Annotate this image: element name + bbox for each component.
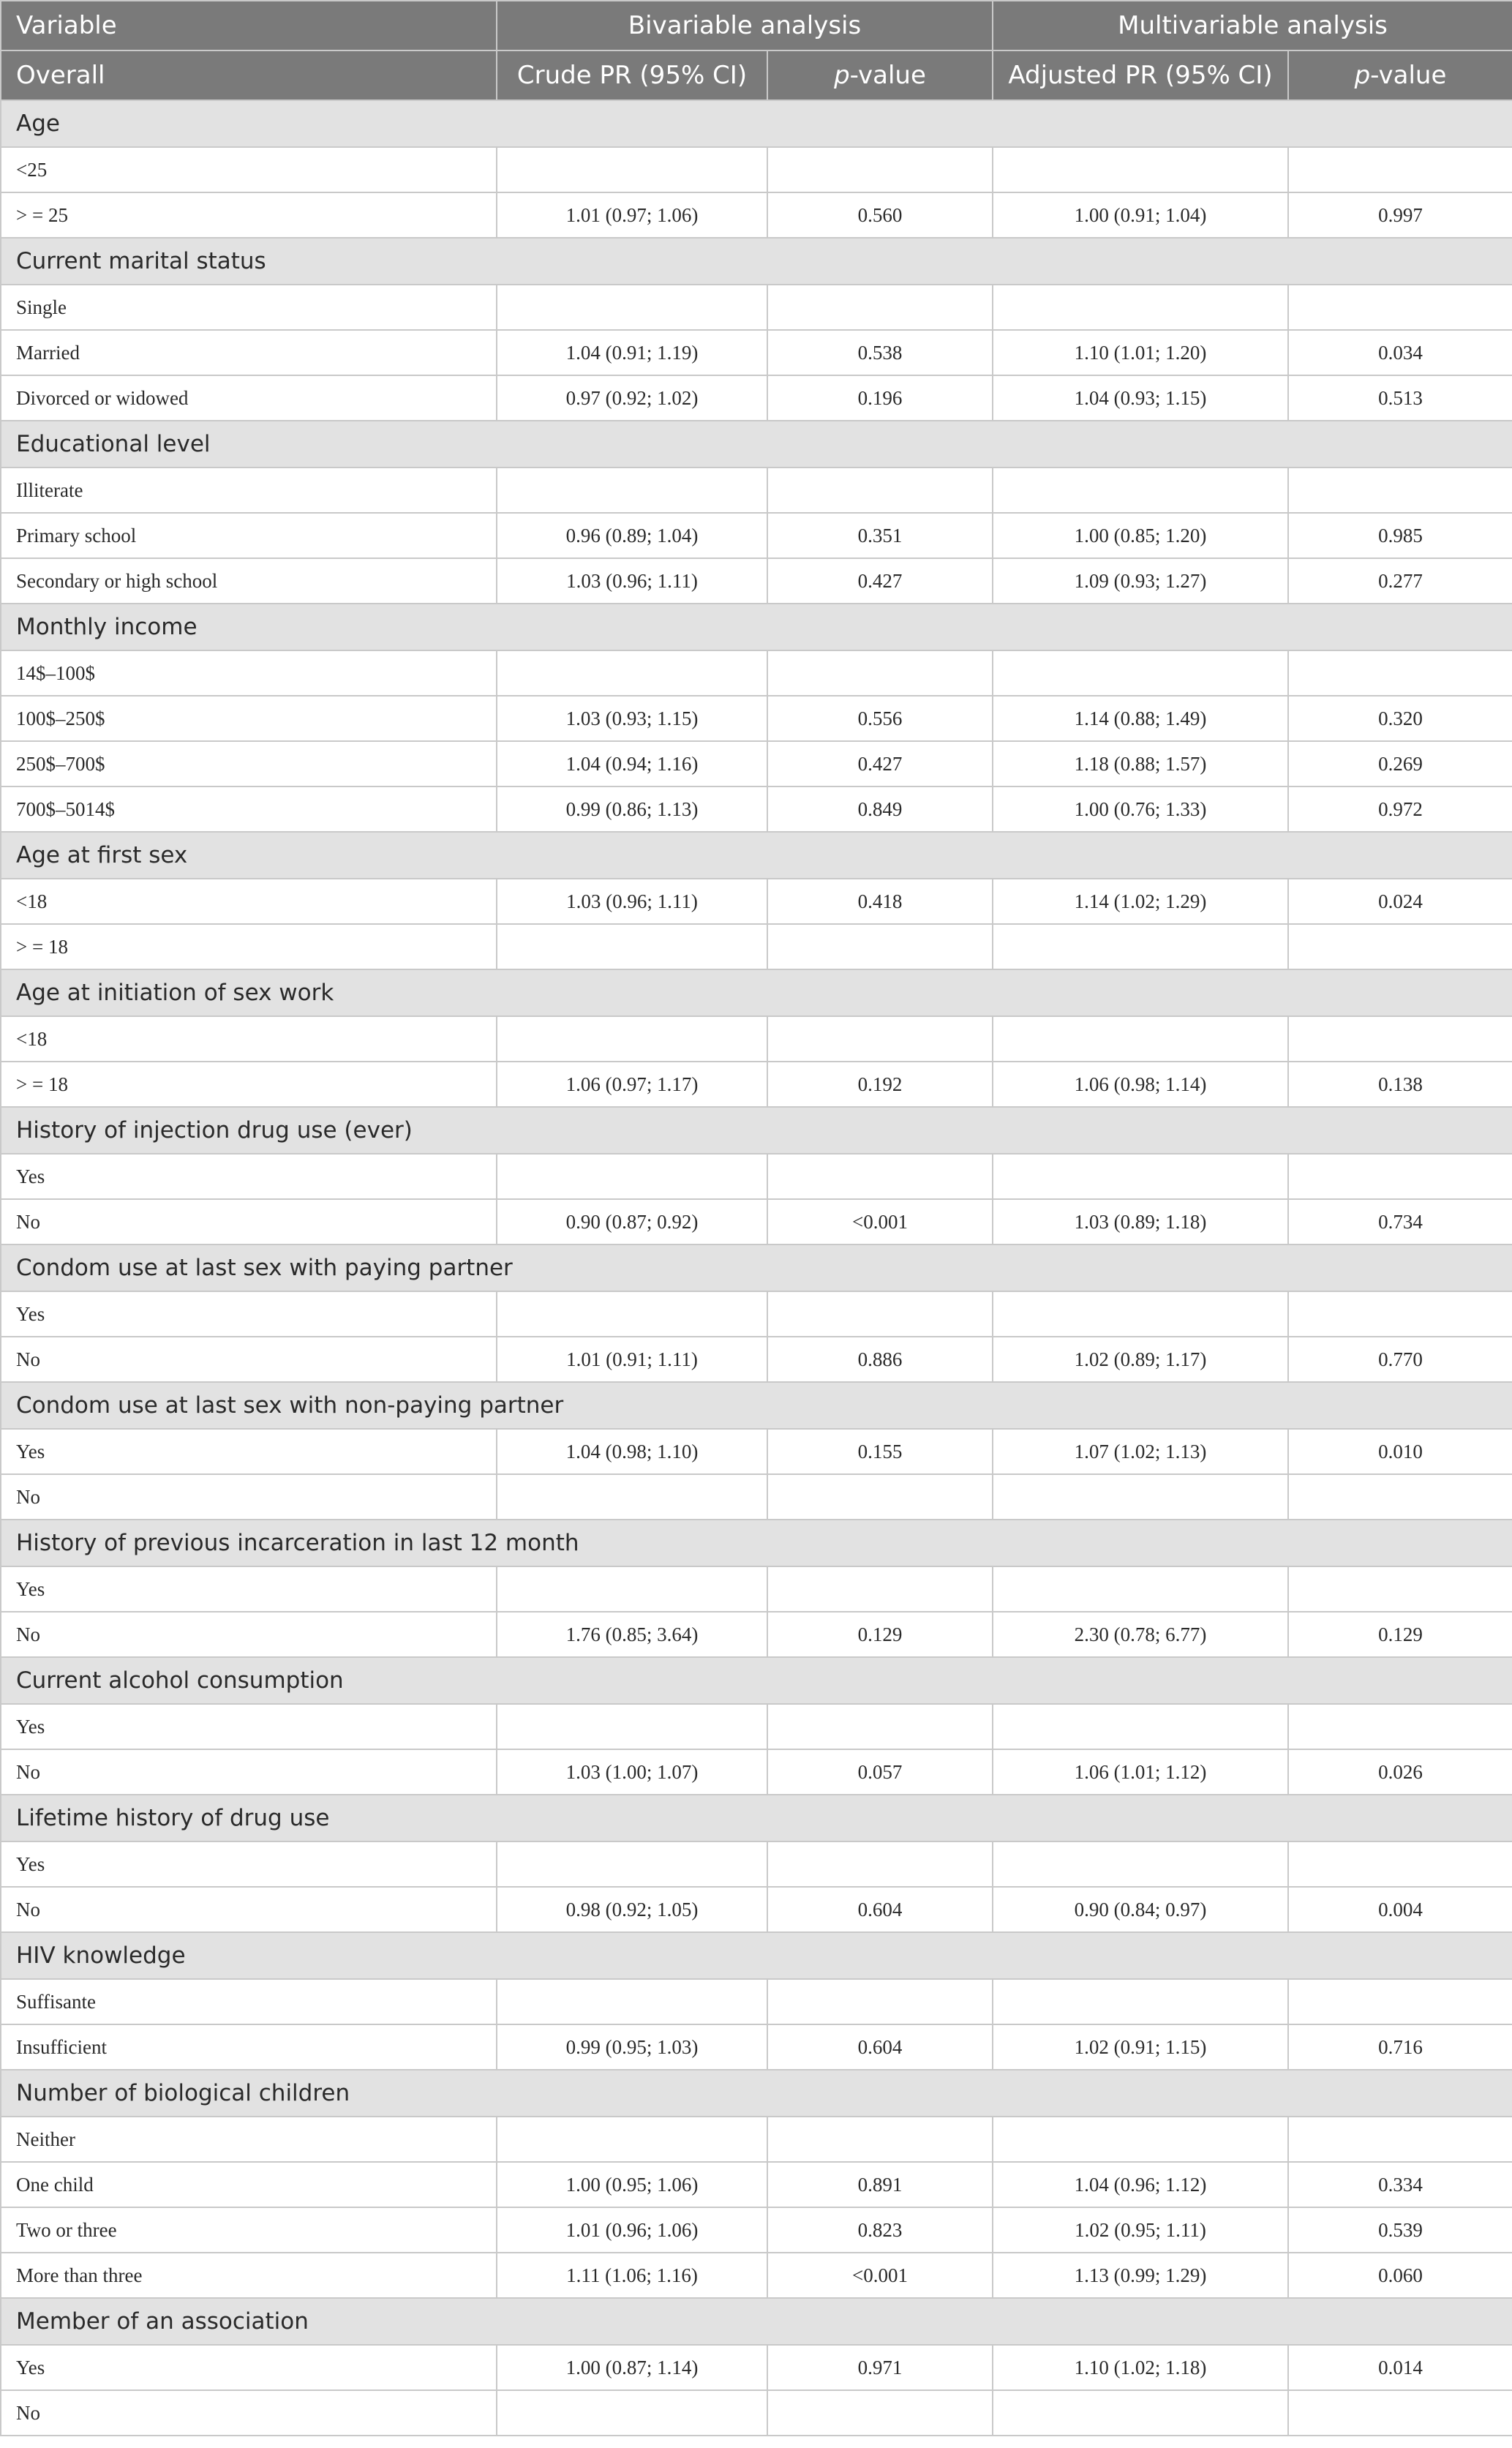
adjusted-p-value-cell xyxy=(1288,147,1512,192)
crude-p-value-cell: <0.001 xyxy=(767,2253,993,2298)
adjusted-pr-cell xyxy=(993,1566,1288,1612)
adjusted-p-value-cell xyxy=(1288,650,1512,696)
row-label: 700$–5014$ xyxy=(1,786,497,832)
row-label: Yes xyxy=(1,2345,497,2390)
adjusted-p-value-cell: 0.334 xyxy=(1288,2162,1512,2207)
row-label: Primary school xyxy=(1,513,497,558)
table-row xyxy=(1,879,1512,924)
crude-p-value-cell: 0.560 xyxy=(767,192,993,238)
adjusted-pr-cell xyxy=(993,2390,1288,2436)
adjusted-pr-cell: 1.14 (1.02; 1.29) xyxy=(993,879,1288,924)
adjusted-p-value-cell: 0.004 xyxy=(1288,1887,1512,1932)
crude-pr-cell: 0.98 (0.92; 1.05) xyxy=(497,1887,767,1932)
adjusted-p-value-cell: 0.034 xyxy=(1288,330,1512,375)
adjusted-pr-cell: 1.00 (0.76; 1.33) xyxy=(993,786,1288,832)
adjusted-p-value-cell xyxy=(1288,1704,1512,1749)
table-row xyxy=(1,1749,1512,1795)
table-row xyxy=(1,2345,1512,2390)
table-row xyxy=(1,1612,1512,1657)
adjusted-pr-cell xyxy=(993,650,1288,696)
row-label: 100$–250$ xyxy=(1,696,497,741)
table-row xyxy=(1,468,1512,513)
crude-p-value-cell xyxy=(767,1154,993,1199)
adjusted-p-value-cell: 0.277 xyxy=(1288,558,1512,604)
crude-pr-cell: 1.01 (0.91; 1.11) xyxy=(497,1337,767,1382)
adjusted-p-value-cell: 0.014 xyxy=(1288,2345,1512,2390)
crude-pr-cell: 1.04 (0.94; 1.16) xyxy=(497,741,767,786)
row-label: Yes xyxy=(1,1841,497,1887)
crude-p-value-cell: 0.196 xyxy=(767,375,993,421)
row-label: <18 xyxy=(1,879,497,924)
category-row xyxy=(1,1795,1512,1841)
crude-p-value-cell: 0.604 xyxy=(767,1887,993,1932)
table-row xyxy=(1,741,1512,786)
crude-pr-cell: 1.03 (1.00; 1.07) xyxy=(497,1749,767,1795)
category-title: History of previous incarceration in last 12 month xyxy=(1,1520,1512,1566)
category-title: Condom use at last sex with paying partner xyxy=(1,1244,1512,1291)
row-label: > = 25 xyxy=(1,192,497,238)
category-row xyxy=(1,1382,1512,1429)
crude-pr-cell xyxy=(497,924,767,969)
table-row xyxy=(1,2207,1512,2253)
row-label: One child xyxy=(1,2162,497,2207)
crude-p-value-cell: 0.538 xyxy=(767,330,993,375)
crude-p-value-cell xyxy=(767,147,993,192)
table-row xyxy=(1,1887,1512,1932)
category-title: Age at initiation of sex work xyxy=(1,969,1512,1016)
crude-p-value-cell: 0.891 xyxy=(767,2162,993,2207)
crude-pr-cell: 1.76 (0.85; 3.64) xyxy=(497,1612,767,1657)
table-row xyxy=(1,147,1512,192)
row-label: 14$–100$ xyxy=(1,650,497,696)
overall-header: Overall xyxy=(1,50,497,100)
crude-pr-cell: 1.00 (0.95; 1.06) xyxy=(497,2162,767,2207)
category-row xyxy=(1,238,1512,285)
table-row xyxy=(1,375,1512,421)
adjusted-pr-cell: 1.02 (0.89; 1.17) xyxy=(993,1337,1288,1382)
category-title: Age at first sex xyxy=(1,832,1512,879)
crude-p-value-header: p-value xyxy=(767,50,993,100)
table-row xyxy=(1,2253,1512,2298)
adjusted-pr-cell: 1.13 (0.99; 1.29) xyxy=(993,2253,1288,2298)
category-row xyxy=(1,1107,1512,1154)
adjusted-p-value-cell xyxy=(1288,1474,1512,1520)
crude-p-value-cell: <0.001 xyxy=(767,1199,993,1244)
category-row xyxy=(1,100,1512,147)
adjusted-pr-cell: 1.18 (0.88; 1.57) xyxy=(993,741,1288,786)
crude-pr-cell xyxy=(497,1016,767,1062)
adjusted-p-value-cell: 0.129 xyxy=(1288,1612,1512,1657)
row-label: Two or three xyxy=(1,2207,497,2253)
category-title: Number of biological children xyxy=(1,2070,1512,2117)
adjusted-pr-cell xyxy=(993,147,1288,192)
adjusted-p-value-cell xyxy=(1288,2390,1512,2436)
crude-p-value-cell: 0.427 xyxy=(767,741,993,786)
crude-p-value-cell: 0.418 xyxy=(767,879,993,924)
category-title: Monthly income xyxy=(1,604,1512,650)
crude-p-value-cell xyxy=(767,1979,993,2024)
category-title: Condom use at last sex with non-paying partner xyxy=(1,1382,1512,1429)
row-label: 250$–700$ xyxy=(1,741,497,786)
crude-pr-cell xyxy=(497,2390,767,2436)
crude-p-value-cell: 0.129 xyxy=(767,1612,993,1657)
table-row xyxy=(1,1062,1512,1107)
category-title: Educational level xyxy=(1,421,1512,468)
row-label: <18 xyxy=(1,1016,497,1062)
category-title: Current marital status xyxy=(1,238,1512,285)
crude-p-value-cell: 0.057 xyxy=(767,1749,993,1795)
table-row xyxy=(1,1291,1512,1337)
crude-p-value-cell xyxy=(767,285,993,330)
crude-pr-cell: 1.01 (0.96; 1.06) xyxy=(497,2207,767,2253)
row-label: No xyxy=(1,1612,497,1657)
crude-p-value-cell: 0.155 xyxy=(767,1429,993,1474)
crude-pr-header: Crude PR (95% CI) xyxy=(497,50,767,100)
crude-p-value-cell: 0.971 xyxy=(767,2345,993,2390)
table-row xyxy=(1,1979,1512,2024)
table-row xyxy=(1,558,1512,604)
adjusted-p-value-cell: 0.513 xyxy=(1288,375,1512,421)
adjusted-p-value-cell xyxy=(1288,1841,1512,1887)
row-label: More than three xyxy=(1,2253,497,2298)
row-label: No xyxy=(1,1474,497,1520)
multivariable-header: Multivariable analysis xyxy=(993,1,1512,50)
crude-pr-cell: 0.99 (0.86; 1.13) xyxy=(497,786,767,832)
crude-pr-cell: 1.00 (0.87; 1.14) xyxy=(497,2345,767,2390)
table-row xyxy=(1,650,1512,696)
category-row xyxy=(1,2298,1512,2345)
category-row xyxy=(1,832,1512,879)
category-row xyxy=(1,1244,1512,1291)
adjusted-pr-cell: 2.30 (0.78; 6.77) xyxy=(993,1612,1288,1657)
adjusted-p-value-cell xyxy=(1288,1291,1512,1337)
crude-pr-cell xyxy=(497,468,767,513)
adjusted-p-value-cell: 0.985 xyxy=(1288,513,1512,558)
crude-p-value-cell xyxy=(767,2390,993,2436)
adjusted-pr-cell: 1.03 (0.89; 1.18) xyxy=(993,1199,1288,1244)
adjusted-p-value-cell: 0.972 xyxy=(1288,786,1512,832)
adjusted-p-value-cell: 0.997 xyxy=(1288,192,1512,238)
crude-p-value-cell xyxy=(767,1291,993,1337)
adjusted-p-value-cell: 0.010 xyxy=(1288,1429,1512,1474)
crude-pr-cell: 1.11 (1.06; 1.16) xyxy=(497,2253,767,2298)
adjusted-pr-cell: 0.90 (0.84; 0.97) xyxy=(993,1887,1288,1932)
adjusted-pr-cell xyxy=(993,285,1288,330)
table-row xyxy=(1,2117,1512,2162)
adjusted-p-value-header: p-value xyxy=(1288,50,1512,100)
row-label: Illiterate xyxy=(1,468,497,513)
crude-pr-cell xyxy=(497,1979,767,2024)
adjusted-p-value-cell: 0.716 xyxy=(1288,2024,1512,2070)
adjusted-pr-cell xyxy=(993,468,1288,513)
row-label: Neither xyxy=(1,2117,497,2162)
adjusted-p-value-cell xyxy=(1288,1154,1512,1199)
row-label: Divorced or widowed xyxy=(1,375,497,421)
table-row xyxy=(1,1704,1512,1749)
row-label: Yes xyxy=(1,1704,497,1749)
crude-p-value-cell xyxy=(767,468,993,513)
crude-p-value-cell: 0.886 xyxy=(767,1337,993,1382)
header-row-2 xyxy=(1,50,1512,100)
adjusted-pr-cell: 1.00 (0.91; 1.04) xyxy=(993,192,1288,238)
adjusted-p-value-cell: 0.770 xyxy=(1288,1337,1512,1382)
crude-p-value-cell: 0.192 xyxy=(767,1062,993,1107)
crude-pr-cell: 1.03 (0.96; 1.11) xyxy=(497,558,767,604)
table-row xyxy=(1,1841,1512,1887)
crude-pr-cell xyxy=(497,650,767,696)
category-title: Current alcohol consumption xyxy=(1,1657,1512,1704)
row-label: No xyxy=(1,2390,497,2436)
crude-pr-cell xyxy=(497,285,767,330)
row-label: Secondary or high school xyxy=(1,558,497,604)
crude-p-value-cell xyxy=(767,924,993,969)
table-row xyxy=(1,1566,1512,1612)
table-row xyxy=(1,1474,1512,1520)
category-row xyxy=(1,1520,1512,1566)
adjusted-p-value-cell xyxy=(1288,1016,1512,1062)
adjusted-pr-cell: 1.09 (0.93; 1.27) xyxy=(993,558,1288,604)
row-label: No xyxy=(1,1199,497,1244)
crude-p-value-cell xyxy=(767,1016,993,1062)
adjusted-pr-cell: 1.06 (1.01; 1.12) xyxy=(993,1749,1288,1795)
crude-p-value-cell: 0.604 xyxy=(767,2024,993,2070)
adjusted-pr-cell xyxy=(993,2117,1288,2162)
category-title: Age xyxy=(1,100,1512,147)
category-row xyxy=(1,1932,1512,1979)
adjusted-p-value-cell: 0.138 xyxy=(1288,1062,1512,1107)
adjusted-p-value-cell: 0.060 xyxy=(1288,2253,1512,2298)
adjusted-pr-cell: 1.04 (0.93; 1.15) xyxy=(993,375,1288,421)
table-row xyxy=(1,1016,1512,1062)
category-title: HIV knowledge xyxy=(1,1932,1512,1979)
category-row xyxy=(1,969,1512,1016)
adjusted-p-value-cell: 0.024 xyxy=(1288,879,1512,924)
row-label: > = 18 xyxy=(1,924,497,969)
row-label: Yes xyxy=(1,1154,497,1199)
row-label: <25 xyxy=(1,147,497,192)
adjusted-p-value-cell: 0.269 xyxy=(1288,741,1512,786)
crude-pr-cell: 0.90 (0.87; 0.92) xyxy=(497,1199,767,1244)
adjusted-p-value-cell: 0.026 xyxy=(1288,1749,1512,1795)
adjusted-p-value-cell xyxy=(1288,1566,1512,1612)
crude-pr-cell xyxy=(497,1704,767,1749)
table-row xyxy=(1,1154,1512,1199)
crude-p-value-cell xyxy=(767,650,993,696)
crude-pr-cell: 1.06 (0.97; 1.17) xyxy=(497,1062,767,1107)
adjusted-pr-header: Adjusted PR (95% CI) xyxy=(993,50,1288,100)
table-row xyxy=(1,2162,1512,2207)
crude-p-value-cell: 0.849 xyxy=(767,786,993,832)
adjusted-pr-cell xyxy=(993,1474,1288,1520)
crude-pr-cell: 0.96 (0.89; 1.04) xyxy=(497,513,767,558)
crude-pr-cell: 1.04 (0.98; 1.10) xyxy=(497,1429,767,1474)
adjusted-p-value-cell: 0.539 xyxy=(1288,2207,1512,2253)
category-row xyxy=(1,1657,1512,1704)
category-title: Lifetime history of drug use xyxy=(1,1795,1512,1841)
crude-pr-cell: 1.04 (0.91; 1.19) xyxy=(497,330,767,375)
table-row xyxy=(1,2390,1512,2436)
table-row xyxy=(1,1337,1512,1382)
adjusted-pr-cell xyxy=(993,1154,1288,1199)
bivariable-header: Bivariable analysis xyxy=(497,1,993,50)
header-row-1 xyxy=(1,1,1512,50)
crude-pr-cell xyxy=(497,1154,767,1199)
table-row xyxy=(1,330,1512,375)
row-label: No xyxy=(1,1887,497,1932)
table-row xyxy=(1,1429,1512,1474)
crude-pr-cell: 1.03 (0.96; 1.11) xyxy=(497,879,767,924)
row-label: No xyxy=(1,1749,497,1795)
row-label: Yes xyxy=(1,1429,497,1474)
category-row xyxy=(1,421,1512,468)
row-label: Suffisante xyxy=(1,1979,497,2024)
table-row xyxy=(1,786,1512,832)
category-row xyxy=(1,604,1512,650)
table-row xyxy=(1,2024,1512,2070)
crude-pr-cell xyxy=(497,1841,767,1887)
table-row xyxy=(1,696,1512,741)
variable-header: Variable xyxy=(1,1,497,50)
category-row xyxy=(1,2070,1512,2117)
adjusted-pr-cell xyxy=(993,1016,1288,1062)
adjusted-pr-cell: 1.00 (0.85; 1.20) xyxy=(993,513,1288,558)
table-row xyxy=(1,513,1512,558)
crude-p-value-cell: 0.556 xyxy=(767,696,993,741)
row-label: Yes xyxy=(1,1291,497,1337)
crude-p-value-cell xyxy=(767,1566,993,1612)
row-label: > = 18 xyxy=(1,1062,497,1107)
row-label: Yes xyxy=(1,1566,497,1612)
crude-pr-cell: 1.01 (0.97; 1.06) xyxy=(497,192,767,238)
crude-pr-cell xyxy=(497,147,767,192)
adjusted-p-value-cell: 0.320 xyxy=(1288,696,1512,741)
crude-pr-cell xyxy=(497,1291,767,1337)
crude-pr-cell xyxy=(497,2117,767,2162)
adjusted-pr-cell: 1.10 (1.02; 1.18) xyxy=(993,2345,1288,2390)
crude-p-value-cell xyxy=(767,1474,993,1520)
adjusted-p-value-cell xyxy=(1288,285,1512,330)
table-row xyxy=(1,924,1512,969)
adjusted-pr-cell xyxy=(993,924,1288,969)
row-label: Single xyxy=(1,285,497,330)
category-title: Member of an association xyxy=(1,2298,1512,2345)
crude-pr-cell: 0.97 (0.92; 1.02) xyxy=(497,375,767,421)
crude-pr-cell: 1.03 (0.93; 1.15) xyxy=(497,696,767,741)
adjusted-pr-cell xyxy=(993,1291,1288,1337)
adjusted-pr-cell: 1.04 (0.96; 1.12) xyxy=(993,2162,1288,2207)
row-label: No xyxy=(1,1337,497,1382)
category-title: History of injection drug use (ever) xyxy=(1,1107,1512,1154)
adjusted-pr-cell xyxy=(993,1979,1288,2024)
crude-pr-cell: 0.99 (0.95; 1.03) xyxy=(497,2024,767,2070)
adjusted-p-value-cell xyxy=(1288,1979,1512,2024)
adjusted-pr-cell: 1.07 (1.02; 1.13) xyxy=(993,1429,1288,1474)
adjusted-p-value-cell xyxy=(1288,468,1512,513)
crude-p-value-cell xyxy=(767,2117,993,2162)
crude-p-value-cell: 0.823 xyxy=(767,2207,993,2253)
adjusted-pr-cell: 1.02 (0.95; 1.11) xyxy=(993,2207,1288,2253)
adjusted-pr-cell xyxy=(993,1841,1288,1887)
adjusted-pr-cell xyxy=(993,1704,1288,1749)
crude-p-value-cell: 0.351 xyxy=(767,513,993,558)
adjusted-pr-cell: 1.06 (0.98; 1.14) xyxy=(993,1062,1288,1107)
crude-p-value-cell: 0.427 xyxy=(767,558,993,604)
adjusted-p-value-cell xyxy=(1288,2117,1512,2162)
row-label: Insufficient xyxy=(1,2024,497,2070)
adjusted-p-value-cell xyxy=(1288,924,1512,969)
adjusted-pr-cell: 1.02 (0.91; 1.15) xyxy=(993,2024,1288,2070)
crude-p-value-cell xyxy=(767,1704,993,1749)
table-row xyxy=(1,1199,1512,1244)
crude-pr-cell xyxy=(497,1474,767,1520)
row-label: Married xyxy=(1,330,497,375)
table-row xyxy=(1,192,1512,238)
table-row xyxy=(1,285,1512,330)
adjusted-pr-cell: 1.10 (1.01; 1.20) xyxy=(993,330,1288,375)
crude-pr-cell xyxy=(497,1566,767,1612)
adjusted-p-value-cell: 0.734 xyxy=(1288,1199,1512,1244)
adjusted-pr-cell: 1.14 (0.88; 1.49) xyxy=(993,696,1288,741)
crude-p-value-cell xyxy=(767,1841,993,1887)
